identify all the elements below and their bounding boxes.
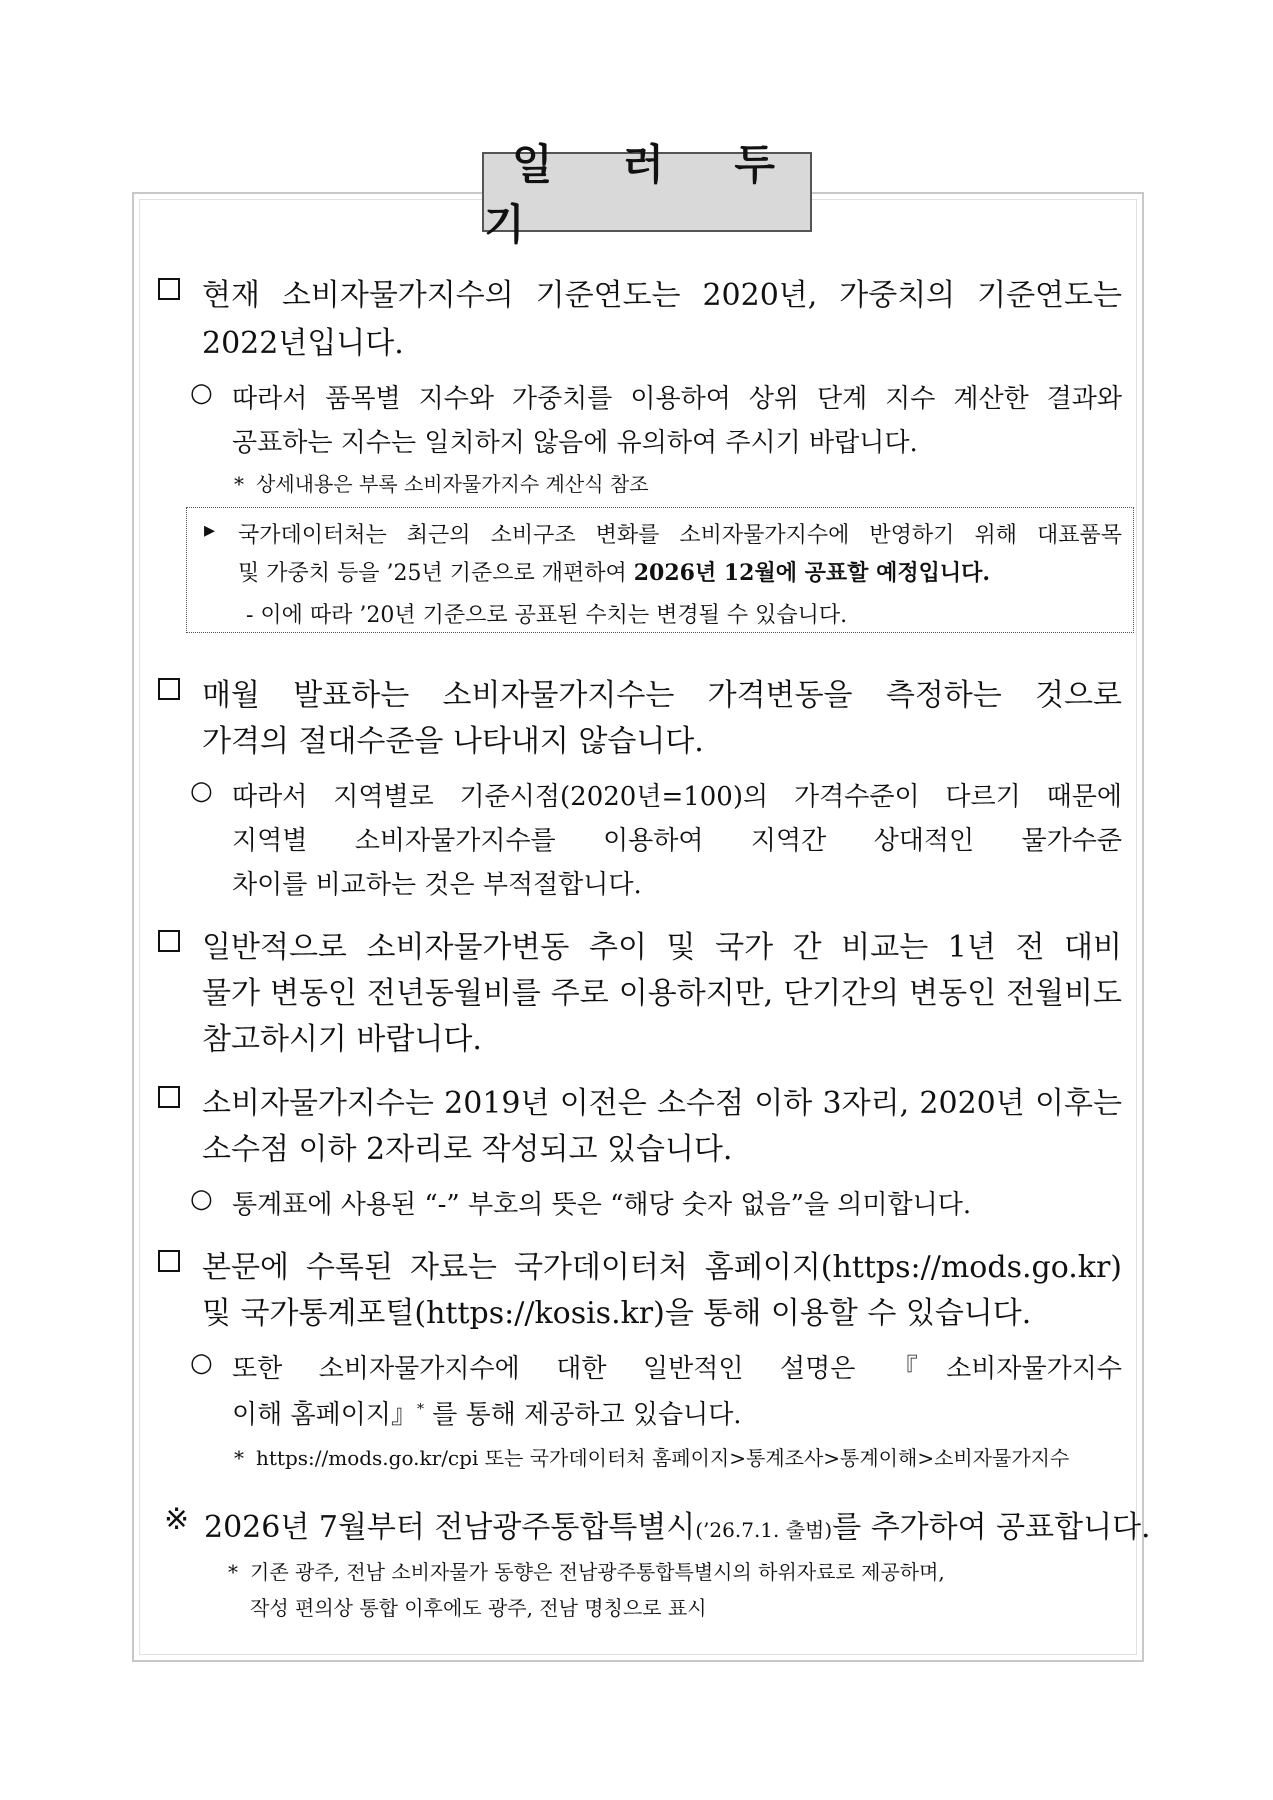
circle-bullet-icon: ○ <box>190 1184 213 1214</box>
section3-line1: 일반적으로 소비자물가변동 추이 및 국가 간 비교는 1년 전 대비 <box>202 930 1122 965</box>
section1-line2: 2022년입니다. <box>202 326 404 361</box>
section4-sub-line1: 통계표에 사용된 “-” 부호의 뜻은 “해당 숫자 없음”을 의미합니다. <box>232 1190 972 1220</box>
section6-line1 <box>204 1502 1151 1546</box>
notice-line2-emphasis: 2026년 12월에 공표할 예정입니다. <box>633 560 990 586</box>
section3-line2: 물가 변동인 전년동월비를 주로 이용하지만, 단기간의 변동인 전월비도 <box>202 976 1122 1011</box>
notice-line1: 국가데이터처는 최근의 소비구조 변화를 소비자물가지수에 반영하기 위해 대표품목 <box>238 523 1122 548</box>
section1-sub-line2: 공표하는 지수는 일치하지 않음에 유의하여 주시기 바랍니다. <box>232 428 918 458</box>
circle-bullet-icon: ○ <box>190 776 213 806</box>
circle-bullet-icon: ○ <box>190 1348 213 1378</box>
reference-mark-icon: ※ <box>164 1502 190 1537</box>
section6-line1-small: (’26.7.1. 출범) <box>695 1518 833 1542</box>
triangle-bullet-icon: ▸ <box>204 518 216 543</box>
notice-line2-text: 및 가중치 등을 ’25년 기준으로 개편하여 <box>238 561 634 586</box>
section2-line1: 매월 발표하는 소비자물가지수는 가격변동을 측정하는 것으로 <box>202 678 1122 713</box>
section5-note: https://mods.go.kr/cpi 또는 국가데이터처 홈페이지>통계조사>통계이해>소비자물가지수 <box>256 1446 1070 1470</box>
page-title: 일 러 두 기 <box>482 152 812 232</box>
circle-bullet-icon: ○ <box>190 378 213 408</box>
section5-sub-line2-tail: 를 통해 제공하고 있습니다. <box>423 1400 742 1430</box>
section1-sub-line1: 따라서 품목별 지수와 가중치를 이용하여 상위 단계 지수 계산한 결과와 <box>232 384 1122 414</box>
section6-line1-b: 를 추가하여 공표합니다. <box>832 1510 1151 1545</box>
section4-line2: 소수점 이하 2자리로 작성되고 있습니다. <box>202 1132 733 1167</box>
section1-line1: 현재 소비자물가지수의 기준연도는 2020년, 가중치의 기준연도는 <box>202 278 1122 313</box>
checkbox-icon <box>158 1086 180 1108</box>
section6-line1-a: 2026년 7월부터 전남광주통합특별시 <box>204 1510 696 1545</box>
section5-sub-line2-text: 이해 홈페이지』 <box>232 1400 417 1430</box>
checkbox-icon <box>158 278 180 300</box>
checkbox-icon <box>158 930 180 952</box>
section2-sub-line1: 따라서 지역별로 기준시점(2020년=100)의 가격수준이 다르기 때문에 <box>232 782 1122 812</box>
footnote-marker: * <box>416 1401 424 1418</box>
checkbox-icon <box>158 1250 180 1272</box>
section3-line3: 참고하시기 바랍니다. <box>202 1022 482 1057</box>
section5-sub-line1: 또한 소비자물가지수에 대한 일반적인 설명은 『소비자물가지수 <box>232 1354 1122 1384</box>
section2-line2: 가격의 절대수준을 나타내지 않습니다. <box>202 724 704 759</box>
notice-line3: - 이에 따라 ’20년 기준으로 공표된 수치는 변경될 수 있습니다. <box>246 603 848 628</box>
section6-note-line1: 기존 광주, 전남 소비자물가 동향은 전남광주통합특별시의 하위자료로 제공하며, <box>250 1560 945 1584</box>
asterisk-icon: * <box>228 1560 238 1584</box>
section5-line1: 본문에 수록된 자료는 국가데이터처 홈페이지(https://mods.go.kr) <box>202 1250 1122 1285</box>
asterisk-icon: * <box>234 472 244 496</box>
section2-sub-line2: 지역별 소비자물가지수를 이용하여 지역간 상대적인 물가수준 <box>232 826 1122 856</box>
checkbox-icon <box>158 678 180 700</box>
section5-sub-line2 <box>232 1394 742 1431</box>
section2-sub-line3: 차이를 비교하는 것은 부적절합니다. <box>232 870 642 900</box>
notice-line2 <box>238 556 990 587</box>
section6-note-line2: 작성 편의상 통합 이후에도 광주, 전남 명칭으로 표시 <box>250 1596 707 1620</box>
section4-line1: 소비자물가지수는 2019년 이전은 소수점 이하 3자리, 2020년 이후는 <box>202 1086 1122 1121</box>
asterisk-icon: * <box>234 1446 244 1470</box>
section5-line2: 및 국가통계포털(https://kosis.kr)을 통해 이용할 수 있습니다. <box>202 1296 1032 1331</box>
section1-note: 상세내용은 부록 소비자물가지수 계산식 참조 <box>256 472 649 496</box>
